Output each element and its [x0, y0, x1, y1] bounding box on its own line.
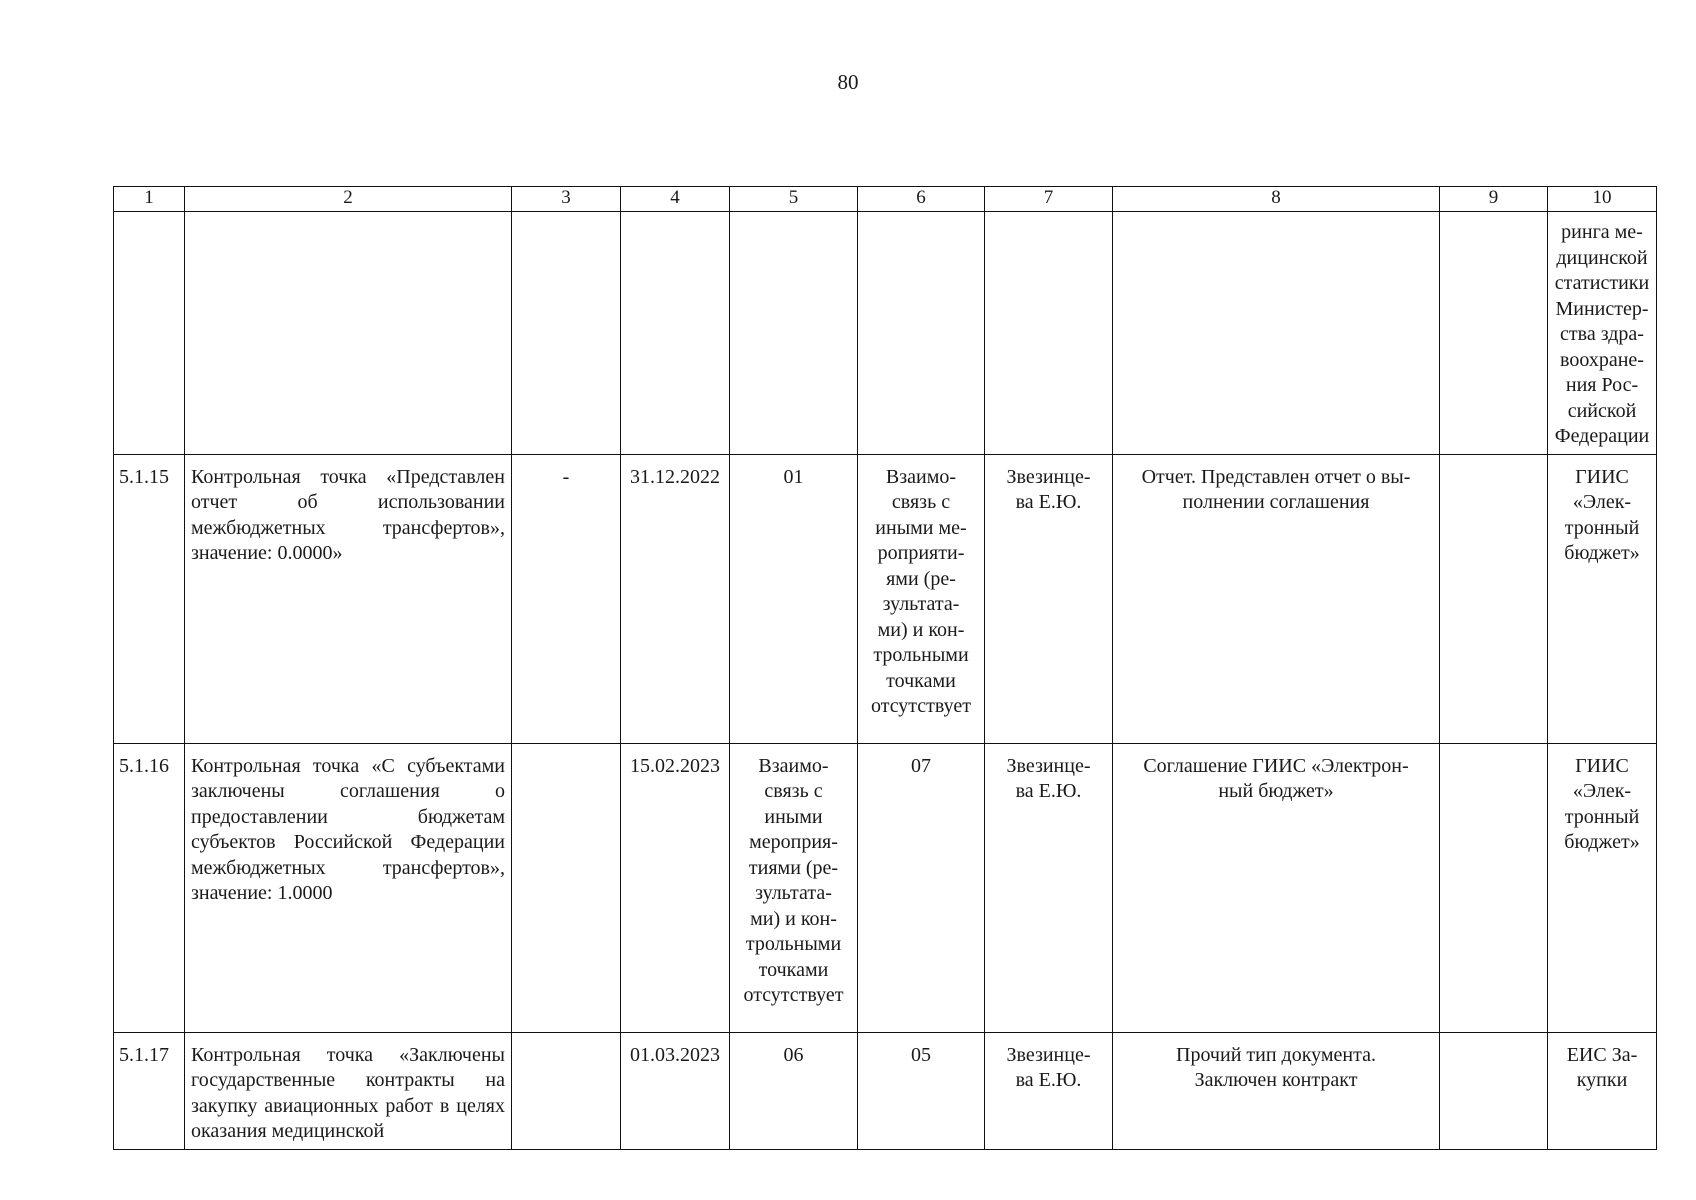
row-number: 5.1.16 [114, 743, 185, 1032]
table-cell: 05 [858, 1032, 985, 1149]
row-date: 15.02.2023 [621, 743, 730, 1032]
header-cell: 3 [512, 187, 621, 212]
row-date: 31.12.2022 [621, 454, 730, 743]
table-cell: 07 [858, 743, 985, 1032]
table-cell: - [512, 454, 621, 743]
table-row [114, 1032, 1657, 1149]
row-date: 01.03.2023 [621, 1032, 730, 1149]
table-cell [1440, 743, 1548, 1032]
control-points-table [113, 186, 1657, 1150]
table-cell-source: ринга ме- дицинской статистики Министер- ства здра- воохране- ния Рос- сийской Федерации [1548, 212, 1657, 455]
header-cell: 9 [1440, 187, 1548, 212]
header-cell: 4 [621, 187, 730, 212]
table-cell [1113, 212, 1440, 455]
header-row [114, 187, 1657, 212]
table-cell [114, 212, 185, 455]
row-document: Соглашение ГИИС «Электрон- ный бюджет» [1113, 743, 1440, 1032]
row-document: Отчет. Представлен отчет о вы- полнении соглашения [1113, 454, 1440, 743]
table-cell [1440, 454, 1548, 743]
page-number: 80 [837, 70, 859, 94]
row-responsible: Звезинце- ва Е.Ю. [985, 454, 1113, 743]
table-cell: Взаимо- связь с иными ме- роприяти- ями (ре- зультата- ми) и кон- трольными точками отсутствует [858, 454, 985, 743]
table-cell: 06 [730, 1032, 858, 1149]
row-document: Прочий тип документа. Заключен контракт [1113, 1032, 1440, 1149]
table-cell [730, 212, 858, 455]
table-cell [621, 212, 730, 455]
table-cell [185, 212, 512, 455]
header-cell: 8 [1113, 187, 1440, 212]
row-responsible: Звезинце- ва Е.Ю. [985, 1032, 1113, 1149]
table-row [114, 743, 1657, 1032]
header-cell: 10 [1548, 187, 1657, 212]
table-cell [858, 212, 985, 455]
table-cell [1440, 1032, 1548, 1149]
header-cell: 7 [985, 187, 1113, 212]
table-cell [512, 743, 621, 1032]
table-cell [512, 212, 621, 455]
table-cell: Взаимо- связь с иными мероприя- тиями (ре- зультата- ми) и кон- трольными точками отсутствует [730, 743, 858, 1032]
table-row [114, 454, 1657, 743]
row-number: 5.1.17 [114, 1032, 185, 1149]
row-source: ГИИС «Элек- тронный бюджет» [1548, 454, 1657, 743]
row-description: Контрольная точка «Представлен отчет об использовании межбюджетных трансфертов», значение: 0.0000» [185, 454, 512, 743]
header-cell: 5 [730, 187, 858, 212]
table-cell [1440, 212, 1548, 455]
table-row-continuation [114, 212, 1657, 455]
table-cell [985, 212, 1113, 455]
table-cell: 01 [730, 454, 858, 743]
row-description: Контрольная точка «Заключены государственные контракты на закупку авиационных работ в целях оказания медицинской [185, 1032, 512, 1149]
header-cell: 2 [185, 187, 512, 212]
row-source: ЕИС За- купки [1548, 1032, 1657, 1149]
row-responsible: Звезинце- ва Е.Ю. [985, 743, 1113, 1032]
row-source: ГИИС «Элек- тронный бюджет» [1548, 743, 1657, 1032]
table-cell [512, 1032, 621, 1149]
header-cell: 6 [858, 187, 985, 212]
header-cell: 1 [114, 187, 185, 212]
row-description: Контрольная точка «С субъектами заключены соглашения о предоставлении бюджетам субъектов Российской Федерации межбюджетных трансфертов», значение: 1.0000 [185, 743, 512, 1032]
row-number: 5.1.15 [114, 454, 185, 743]
